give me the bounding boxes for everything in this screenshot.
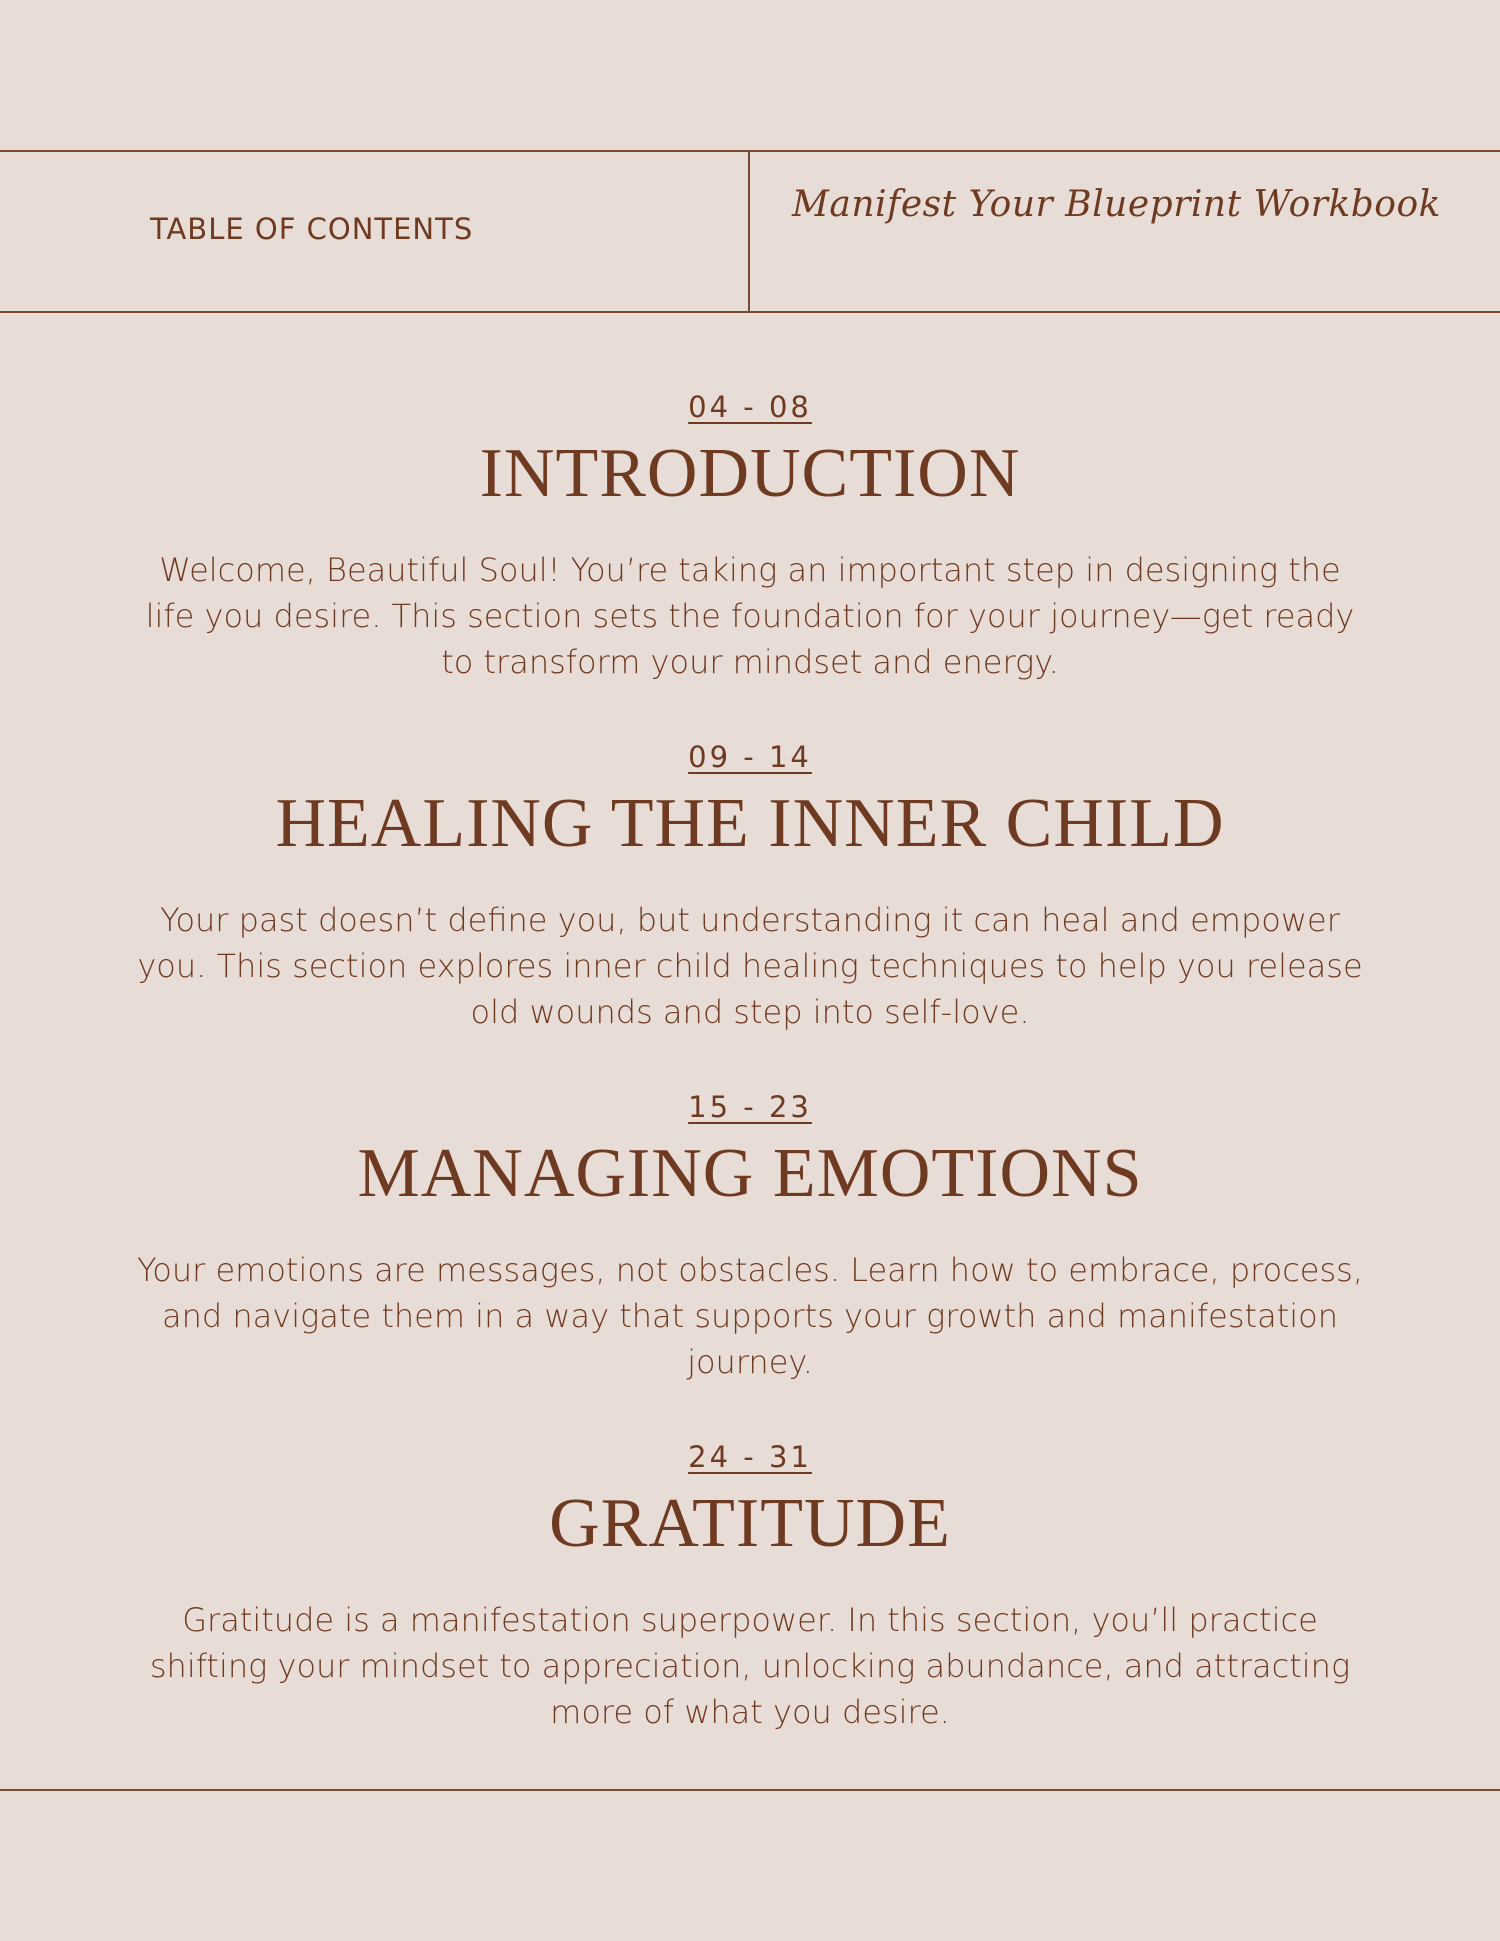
section-page-range: 15 - 23 <box>688 1090 812 1124</box>
section-page-range: 24 - 31 <box>688 1440 812 1474</box>
section-description: Gratitude is a manifestation superpower. In this section, you’ll practice shifting your mindset to appreciation, unlocking abundance, and attracting more of what you desire. <box>149 1601 1351 1731</box>
section-page-range: 09 - 14 <box>688 740 812 774</box>
toc-section-healing-inner-child <box>0 740 1500 1035</box>
section-title: MANAGING EMOTIONS <box>357 1135 1143 1212</box>
header-divider <box>748 151 750 312</box>
header-top-rule <box>0 150 1500 152</box>
section-description: Your emotions are messages, not obstacles. Learn how to embrace, process, and navigate them in a way that supports your growth and manifestation journey. <box>137 1251 1363 1381</box>
header-bottom-rule <box>0 311 1500 313</box>
toc-section-gratitude <box>0 1440 1500 1735</box>
toc-section-introduction <box>0 390 1500 685</box>
workbook-title: Manifest Your Blueprint Workbook <box>792 184 1441 225</box>
section-description: Your past doesn’t define you, but understanding it can heal and empower you. This section explores inner child healing techniques to help you release old wounds and step into self-love. <box>137 901 1363 1031</box>
section-page-range: 04 - 08 <box>688 390 812 424</box>
table-of-contents-label: TABLE OF CONTENTS <box>150 212 474 246</box>
section-title: INTRODUCTION <box>479 435 1021 512</box>
toc-section-managing-emotions <box>0 1090 1500 1385</box>
footer-rule <box>0 1789 1500 1791</box>
section-description: Welcome, Beautiful Soul! You’re taking an important step in designing the life you desire. This section sets the foundation for your journey—get ready to transform your mindset and energy. <box>145 551 1355 681</box>
section-title: HEALING THE INNER CHILD <box>275 785 1225 862</box>
section-title: GRATITUDE <box>549 1485 951 1562</box>
